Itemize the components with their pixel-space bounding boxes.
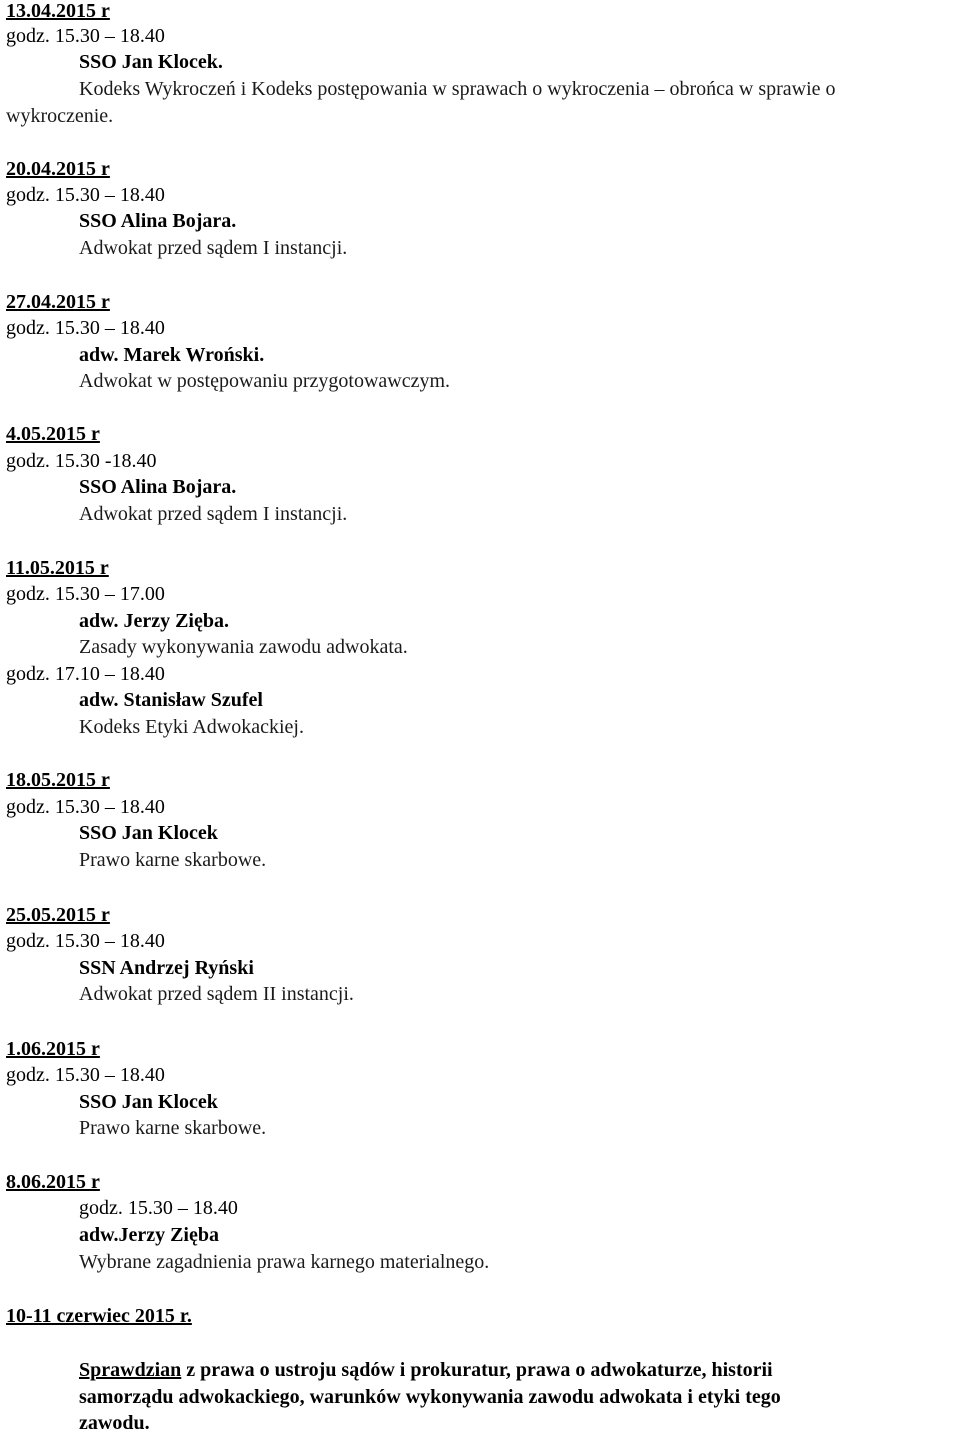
exam-description-line-2: samorządu adwokackiego, warunków wykonywania zawodu adwokata i etyki tego <box>79 1386 781 1408</box>
session-lecturer: adw. Marek Wroński. <box>79 344 265 366</box>
session-time: godz. 15.30 – 18.40 <box>6 184 165 206</box>
session-lecturer: SSO Alina Bojara. <box>79 210 237 232</box>
exam-title: Sprawdzian <box>79 1359 182 1381</box>
session-time-second: godz. 17.10 – 18.40 <box>6 663 165 685</box>
session-time: godz. 15.30 – 18.40 <box>6 796 165 818</box>
session-lecturer: SSO Jan Klocek <box>79 1091 218 1113</box>
session-topic: Adwokat w postępowaniu przygotowawczym. <box>79 370 451 392</box>
session-lecturer: adw.Jerzy Zięba <box>79 1224 219 1246</box>
session-topic-continued: wykroczenie. <box>6 105 114 127</box>
session-date: 18.05.2015 r <box>6 769 110 791</box>
exam-description-line-3: zawodu. <box>79 1412 150 1434</box>
session-time: godz. 15.30 – 17.00 <box>6 583 165 605</box>
session-lecturer-second: adw. Stanisław Szufel <box>79 689 263 711</box>
session-date: 4.05.2015 r <box>6 423 100 445</box>
session-date: 13.04.2015 r <box>6 0 110 22</box>
session-date: 25.05.2015 r <box>6 904 110 926</box>
session-lecturer: SSO Jan Klocek. <box>79 51 223 73</box>
session-time: godz. 15.30 – 18.40 <box>6 25 165 47</box>
session-lecturer: SSO Jan Klocek <box>79 822 218 844</box>
session-time: godz. 15.30 – 18.40 <box>6 1064 165 1086</box>
session-topic: Adwokat przed sądem I instancji. <box>79 237 348 259</box>
session-date: 27.04.2015 r <box>6 291 110 313</box>
session-topic: Adwokat przed sądem II instancji. <box>79 983 354 1005</box>
session-lecturer: adw. Jerzy Zięba. <box>79 610 229 632</box>
exam-description-line-1 <box>79 1357 773 1384</box>
session-date: 20.04.2015 r <box>6 158 110 180</box>
session-time: godz. 15.30 -18.40 <box>6 450 157 472</box>
exam-date: 10-11 czerwiec 2015 r. <box>6 1305 192 1327</box>
session-topic-second: Kodeks Etyki Adwokackiej. <box>79 716 304 738</box>
session-topic: Prawo karne skarbowe. <box>79 1117 267 1139</box>
session-time: godz. 15.30 – 18.40 <box>6 930 165 952</box>
exam-description-text: z prawa o ustroju sądów i prokuratur, prawa o adwokaturze, historii <box>181 1359 773 1381</box>
session-topic: Kodeks Wykroczeń i Kodeks postępowania w sprawach o wykroczenia – obrońca w sprawie o <box>79 78 836 100</box>
session-date: 1.06.2015 r <box>6 1038 100 1060</box>
session-topic: Prawo karne skarbowe. <box>79 849 267 871</box>
session-lecturer: SSN Andrzej Ryński <box>79 957 254 979</box>
session-topic: Adwokat przed sądem I instancji. <box>79 503 348 525</box>
session-date: 8.06.2015 r <box>6 1171 100 1193</box>
session-date: 11.05.2015 r <box>6 557 109 579</box>
session-time: godz. 15.30 – 18.40 <box>79 1197 238 1219</box>
session-topic: Wybrane zagadnienia prawa karnego materialnego. <box>79 1251 490 1273</box>
session-time: godz. 15.30 – 18.40 <box>6 317 165 339</box>
session-topic: Zasady wykonywania zawodu adwokata. <box>79 636 408 658</box>
session-lecturer: SSO Alina Bojara. <box>79 476 237 498</box>
